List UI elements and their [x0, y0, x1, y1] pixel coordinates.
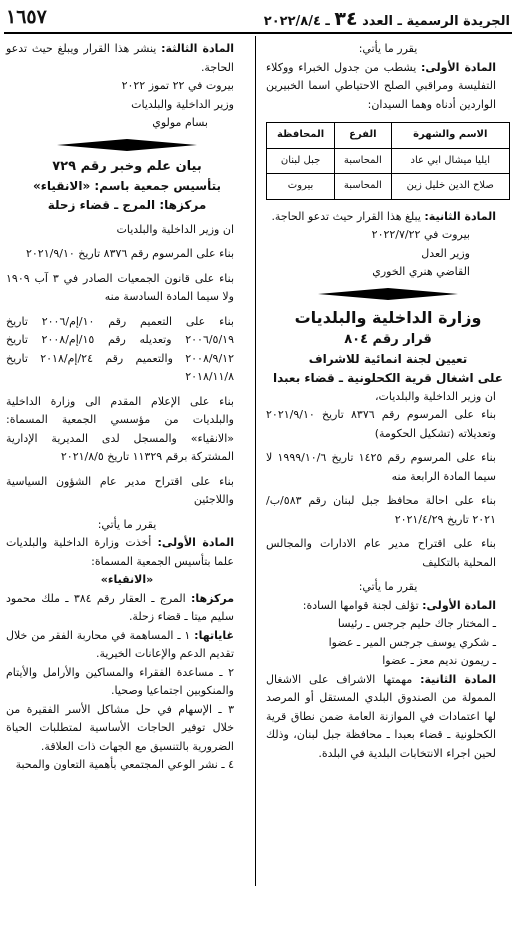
decides-heading: يقرر ما يأتي:: [358, 580, 418, 593]
goal-text: ١ ـ المساهمة في محاربة الفقر من خلال تقديم الدعم والإعانات الخيرية.: [6, 628, 234, 660]
article-2: [266, 208, 510, 227]
page-number: ١٦٥٧: [6, 6, 47, 28]
decides-heading: يقرر ما يأتي:: [358, 42, 418, 55]
goal-item: ٣ ـ الإسهام في حل مشاكل الأسر الفقيرة من خلال توفير الحاجات الأساسية لمتطلبات الحياة الضرورية بالتنسيق مع الجهات ذات العلاقة.: [6, 702, 234, 753]
page-header: [6, 4, 510, 30]
basis-clause: بناء على احالة محافظ جبل لبنان رقم ٥٨٣/ب/٢٠٢١ تاريخ ٢٠٢١/٤/٢٩: [266, 494, 496, 526]
column-header-name: الاسم والشهرة: [391, 123, 509, 149]
signature-name: القاضي هنري الخوري: [372, 265, 470, 278]
committee-member: ـ شكري يوسف جرجس المير ـ عضوا: [328, 635, 496, 649]
article-2: [266, 671, 510, 764]
column-header-branch: الفرع: [335, 123, 391, 149]
goal-item: ٤ ـ نشر الوعي المجتمعي بأهمية التعاون والمحبة: [15, 758, 234, 771]
decides-heading: يقرر ما يأتي:: [97, 517, 157, 531]
cell-branch: المحاسبة: [335, 174, 391, 200]
header-rule: [4, 32, 512, 34]
goal-item: [6, 627, 248, 664]
basis-clause: بناء على الإعلام المقدم الى وزارة الداخلية والبلديات من مؤسسي الجمعية المسماة: «الانقياء» والمسجل لدى المديرية الإدارية المشتركة برقم ١١٣٢٩ تاريخ ٢٠٢١/٨/٥: [6, 394, 234, 463]
basis-clause: بناء على قانون الجمعيات الصادر في ٣ آب ١٩٠٩ ولا سيما المادة السادسة منه: [6, 271, 235, 303]
committee-member: ـ المختار جاك حليم جرجس ـ رئيسا: [337, 617, 496, 630]
experts-table: [266, 122, 510, 200]
association-name: «الانقياء»: [100, 573, 154, 586]
article-label: المادة الأولى:: [420, 60, 496, 74]
article-3: [6, 40, 248, 77]
section-divider: [318, 288, 458, 300]
basis-clause: بناء على التعميم رقم ١٠/إم/٢٠٠٦ تاريخ ٢٠٠٦/٥/١٩ وتعديله رقم ١٥/إم/٢٠٠٨ تاريخ ٢٠٠٨/٩/١٢ والتعميم رقم ٢٤/إم/٢٠١٨ تاريخ ٢٠١٨/١١/٨: [6, 314, 234, 383]
article-label: المادة الأولى:: [157, 536, 234, 549]
article-label: المادة الثانية:: [420, 672, 497, 686]
article-1: [266, 597, 510, 616]
headquarters-label: مركزها:: [190, 591, 235, 605]
column-header-governorate: المحافظة: [267, 123, 335, 149]
article-text: ينشر هذا القرار ويبلغ حيث تدعو الحاجة.: [6, 42, 234, 74]
decision-title-line-2: على اشغال قرية الكحلونية ـ قضاء بعبدا: [272, 370, 503, 385]
article-1: [6, 534, 248, 571]
notice-subtitle: بتأسيس جمعية باسم: «الانقياء»: [32, 178, 221, 193]
ministry-heading: وزارة الداخلية والبلديات: [294, 307, 482, 327]
signature-name: بسام مولوي: [152, 116, 208, 129]
table-row: [267, 174, 510, 200]
article-label: المادة الثانية:: [424, 209, 496, 223]
headquarters-text: المرج ـ العقار رقم ٣٨٤ ـ ملك محمود سليم ميتا ـ قضاء زحلة.: [6, 591, 234, 623]
signature-place-date: بيروت في ٢٠٢٢/٧/٢٢: [371, 228, 470, 241]
basis-clause: بناء على اقتراح مدير عام الادارات والمجالس المحلية بالتكليف: [266, 537, 496, 569]
notice-title: بيان علم وخبر رقم ٧٢٩: [52, 158, 202, 174]
basis-clause: بناء على اقتراح مدير عام الشؤون السياسية واللاجئين: [6, 474, 234, 506]
basis-clause: بناء على المرسوم رقم ١٤٢٥ تاريخ ١٩٩٩/١٠/٦ لا سيما المادة الرابعة منه: [266, 451, 496, 483]
issue-date: ـ ٢٠٢٢/٨/٤: [263, 14, 330, 29]
article-text: يبلغ هذا القرار حيث تدعو الحاجة.: [271, 209, 421, 223]
minister-intro: ان وزير الداخلية والبلديات،: [374, 389, 496, 403]
minister-intro: ان وزير الداخلية والبلديات: [116, 222, 234, 236]
committee-member: ـ ريمون نديم معز ـ عضوا: [382, 654, 496, 667]
table-header-row: [267, 123, 510, 149]
notice-headquarters: مركزها: المرج ـ قضاء زحلة: [47, 197, 207, 212]
decision-title-line-1: تعيين لجنة انمائية للاشراف: [308, 351, 468, 366]
issue-number: ٣٤: [334, 8, 358, 30]
right-column: [266, 40, 510, 763]
column-divider: [255, 36, 256, 886]
cell-branch: المحاسبة: [335, 148, 391, 174]
signature-place-date: بيروت في ٢٢ تموز ٢٠٢٢: [121, 79, 234, 92]
gazette-prefix: الجريدة الرسمية ـ العدد: [362, 14, 510, 29]
article-text: أخذت وزارة الداخلية والبلديات علما بتأسيس الجمعية المسماة:: [6, 536, 234, 568]
article-text: تؤلف لجنة قوامها السادة:: [302, 598, 419, 612]
goals-label: غاياتها:: [194, 628, 234, 642]
table-row: [267, 148, 510, 174]
headquarters: [6, 590, 248, 627]
signature-title: وزير العدل: [421, 246, 470, 260]
article-label: المادة الأولى:: [422, 598, 496, 612]
goal-item: ٢ ـ مساعدة الفقراء والمساكين والأرامل والأيتام والمنكوبين اجتماعيا وصحيا.: [6, 665, 234, 697]
cell-name: ايليا ميشال ابي عاد: [391, 148, 509, 174]
cell-governorate: جبل لبنان: [267, 148, 335, 174]
section-divider: [57, 139, 197, 151]
article-text: مهمتها الاشراف على الاشغال الممولة من الصندوق البلدي المستقل أو المرصد لها اعتمادات في الموازنة العامة ضمن نطاق قرية الكحلونية ـ قضاء بعبدا ـ محافظة جبل لبنان، وذلك لحين اجراء الانتخابات البلدية في البلدة.: [266, 672, 496, 760]
signature-title: وزير الداخلية والبلديات: [131, 97, 234, 111]
decision-number: قرار رقم ٨٠٤: [344, 331, 432, 347]
article-label: المادة الثالثة:: [161, 42, 235, 55]
cell-name: صلاح الدين خليل زين: [391, 174, 509, 200]
gazette-issue-line: [264, 8, 510, 30]
article-text: يشطب من جدول الخبراء ووكلاء التفليسة ومراقبي الصلح الاحتياطي اسما الخبيرين الواردين أدناه وهما السيدان:: [266, 60, 496, 111]
cell-governorate: بيروت: [267, 174, 335, 200]
basis-clause: بناء على المرسوم رقم ٨٣٧٦ تاريخ ٢٠٢١/٩/١٠ وتعديلاته (تشكيل الحكومة): [266, 408, 496, 440]
basis-clause: بناء على المرسوم رقم ٨٣٧٦ تاريخ ٢٠٢١/٩/١٠: [25, 247, 234, 260]
left-column: [6, 40, 248, 775]
article-1: [266, 59, 510, 115]
